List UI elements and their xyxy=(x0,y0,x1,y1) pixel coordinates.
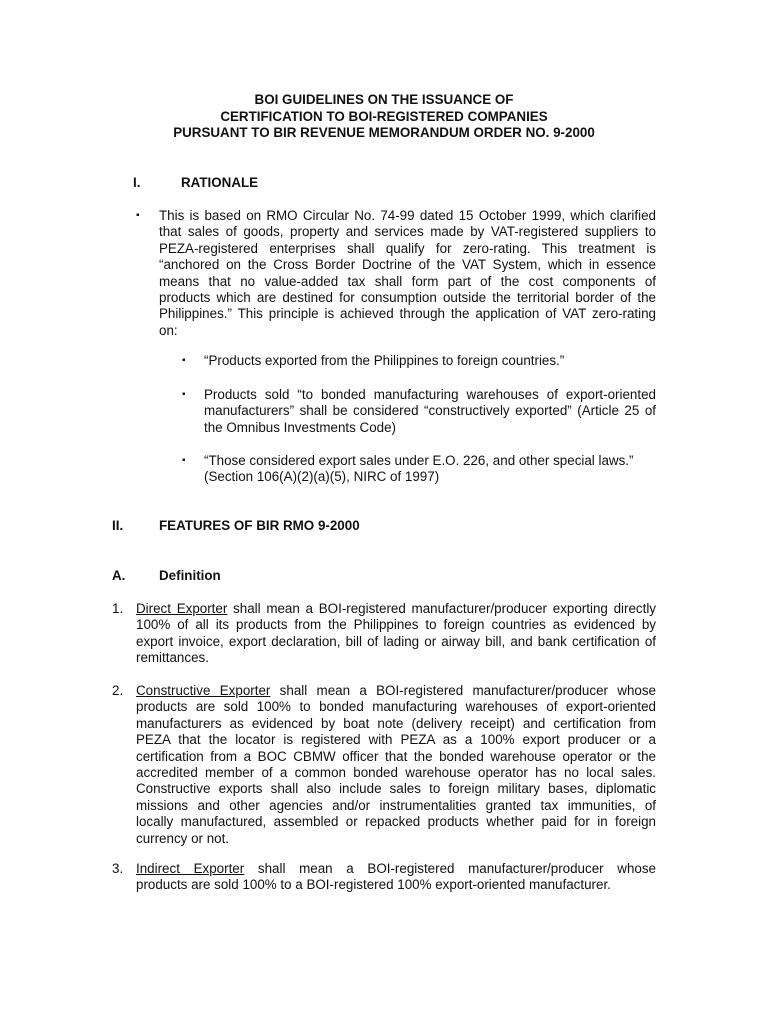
item-3-paragraph xyxy=(136,861,656,894)
section-1-heading: RATIONALE xyxy=(181,175,259,190)
section-2-number: II. xyxy=(112,518,124,533)
rationale-paragraph xyxy=(159,208,656,339)
document-title xyxy=(0,92,768,142)
item-line: Constructive exports shall also include sales to foreign military bases, diplomatic xyxy=(136,781,656,797)
sub-bullet-line: manufacturers” shall be considered “constructively exported” (Article 25 of xyxy=(204,403,656,419)
item-line: products are sold 100% to a BOI-registered 100% export-oriented manufacturer. xyxy=(136,877,611,893)
sub-bullet-2 xyxy=(204,387,656,436)
sub-bullet-3 xyxy=(204,453,656,486)
sub-bullet-line: (Section 106(A)(2)(a)(5), NIRC of 1997) xyxy=(204,469,440,485)
subsection-a-number: A. xyxy=(112,568,126,583)
item-line: currency or not. xyxy=(136,830,230,846)
item-line: export invoice, export declaration, bill of lading or airway bill, and bank certification of xyxy=(136,633,656,649)
rationale-line: Philippines.” This principle is achieved through the application of VAT zero-rating xyxy=(159,306,656,322)
term-indirect-exporter: Indirect Exporter xyxy=(136,861,245,876)
item-first-rest: shall mean a BOI-registered manufacturer/producer whose xyxy=(244,861,656,876)
item-1-paragraph xyxy=(136,601,656,667)
rationale-line: that sales of goods, property and services made by VAT-registered suppliers to xyxy=(159,224,656,240)
term-direct-exporter: Direct Exporter xyxy=(136,601,228,616)
rationale-line: “anchored on the Cross Border Doctrine of the VAT System, which in essence xyxy=(159,257,656,273)
item-line: missions and other agencies and/or instrumentalities granted tax immunities, of xyxy=(136,797,656,813)
item-1-number: 1. xyxy=(112,601,124,616)
item-line xyxy=(136,861,656,877)
item-3-number: 3. xyxy=(112,861,124,876)
subsection-a-heading: Definition xyxy=(159,568,221,583)
bullet-icon: ▪ xyxy=(182,355,186,366)
item-line xyxy=(136,683,656,699)
title-line-2: CERTIFICATION TO BOI-REGISTERED COMPANIES xyxy=(220,108,548,124)
item-2-paragraph xyxy=(136,683,656,847)
sub-bullet-line: the Omnibus Investments Code) xyxy=(204,419,397,435)
item-line: PEZA that the locator is registered with PEZA as a 100% export producer or a xyxy=(136,732,656,748)
title-line-1: BOI GUIDELINES ON THE ISSUANCE OF xyxy=(254,92,514,107)
sub-bullet-line: “Those considered export sales under E.O. 226, and other special laws.” xyxy=(204,453,634,468)
item-2-number: 2. xyxy=(112,683,124,698)
rationale-line: products which are destined for consumption outside the territorial border of the xyxy=(159,290,656,306)
bullet-icon: ▪ xyxy=(136,210,140,221)
rationale-line: on: xyxy=(159,322,178,338)
section-1-number: I. xyxy=(133,175,141,190)
rationale-line: means that no value-added tax shall form part of the cost components of xyxy=(159,273,656,289)
item-first-rest: shall mean a BOI-registered manufacturer/producer exporting directly xyxy=(227,601,656,616)
item-line: 100% of all its products from the Philippines to foreign countries as evidenced by xyxy=(136,617,656,633)
sub-bullet-1 xyxy=(204,353,656,369)
item-line: manufacturers as evidenced by boat note (delivery receipt) and certification from xyxy=(136,715,656,731)
item-first-rest: shall mean a BOI-registered manufacturer/producer whose xyxy=(270,683,656,698)
sub-bullet-line: “Products exported from the Philippines to foreign countries.” xyxy=(204,353,565,368)
section-2-heading: FEATURES OF BIR RMO 9-2000 xyxy=(159,518,360,533)
bullet-icon: ▪ xyxy=(182,389,186,400)
rationale-line: PEZA-registered enterprises shall qualify for zero-rating. This treatment is xyxy=(159,240,656,256)
item-line: accredited member of a common bonded warehouse operator has no local sales. xyxy=(136,765,656,781)
rationale-line: This is based on RMO Circular No. 74-99 dated 15 October 1999, which clarified xyxy=(159,208,656,223)
term-constructive-exporter: Constructive Exporter xyxy=(136,683,271,698)
item-line: remittances. xyxy=(136,650,209,666)
item-line: certification from a BOC CBMW officer that the bonded warehouse operator or the xyxy=(136,748,656,764)
title-line-3: PURSUANT TO BIR REVENUE MEMORANDUM ORDER NO. 9-2000 xyxy=(173,125,595,140)
bullet-icon: ▪ xyxy=(182,455,186,466)
sub-bullet-line: Products sold “to bonded manufacturing warehouses of export-oriented xyxy=(204,387,656,402)
item-line xyxy=(136,601,656,617)
item-line: locally manufactured, assembled or repacked products whether paid for in foreign xyxy=(136,814,656,830)
item-line: products are sold 100% to bonded manufacturing warehouses of export-oriented xyxy=(136,699,656,715)
